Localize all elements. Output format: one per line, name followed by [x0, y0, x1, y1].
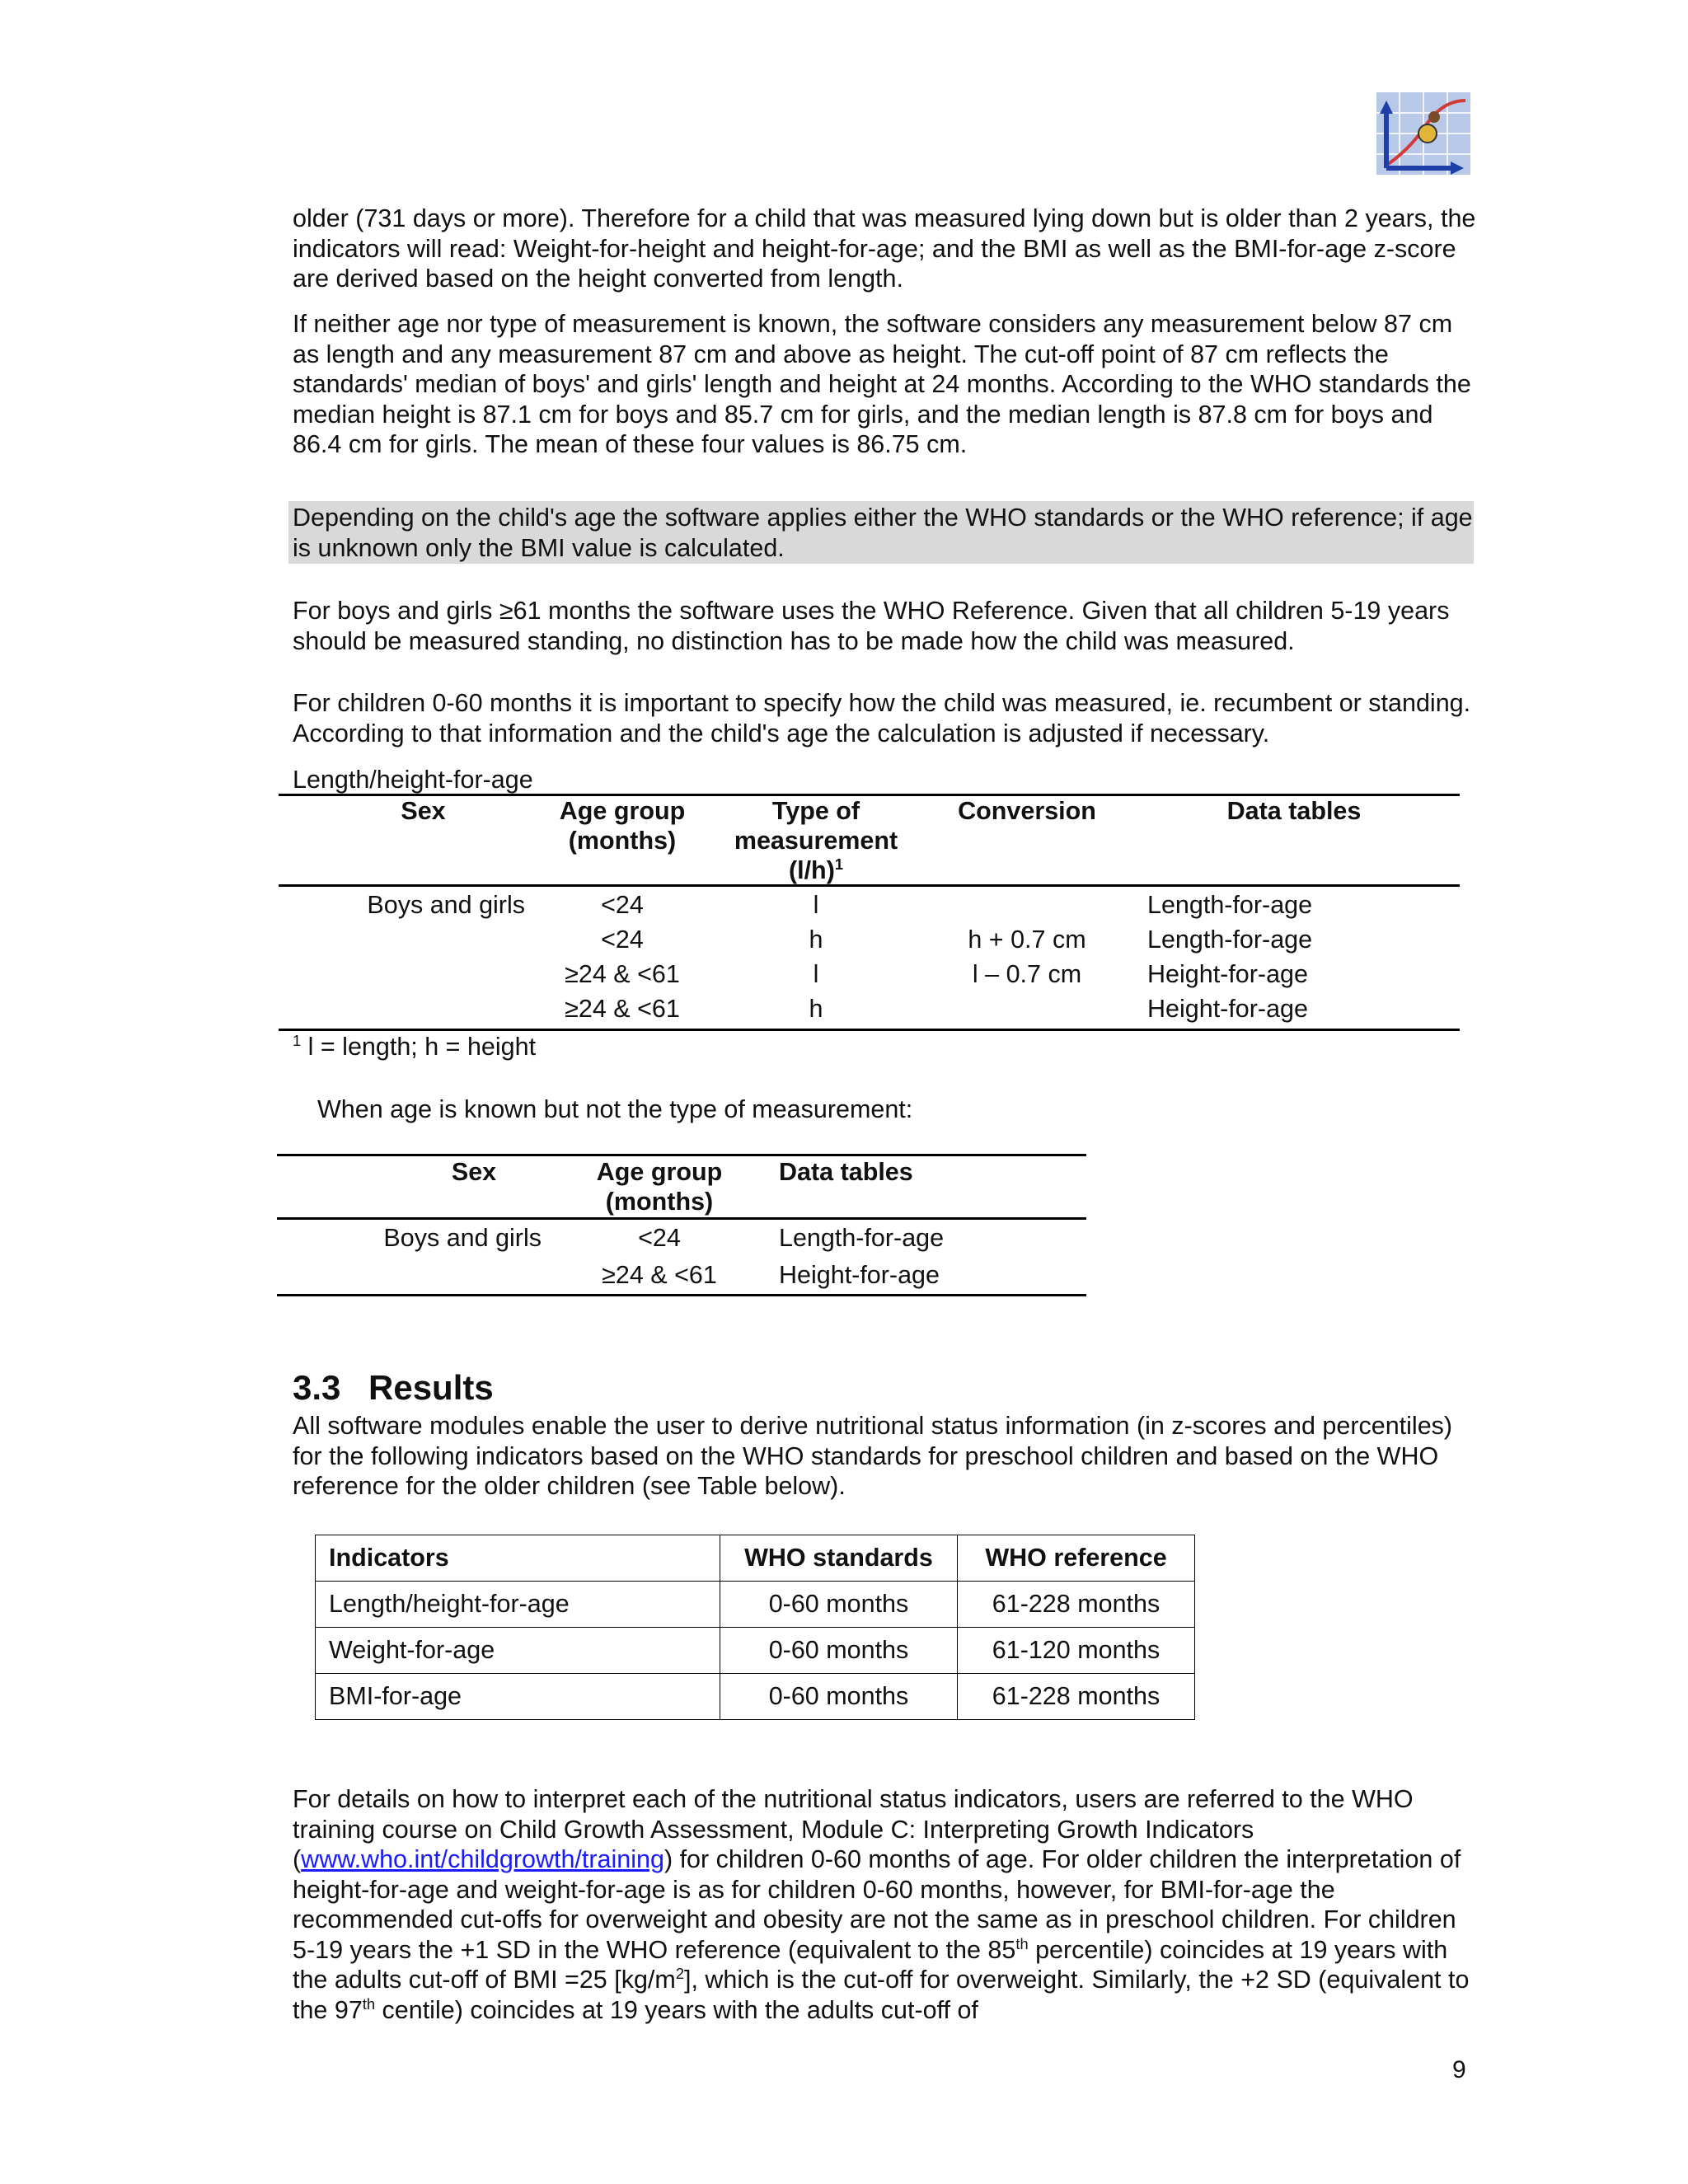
- table1-bottom-rule: [279, 1029, 1460, 1031]
- table1-cell-type: h: [809, 926, 823, 954]
- table1-cell-type: h: [809, 995, 823, 1023]
- table1-cell-age: <24: [601, 891, 644, 919]
- paragraph-cutoff-87cm: If neither age nor type of measurement is known, the software considers any measurement below 87 cm as length and any measurement 87 cm and above as height. The cut-off point of 87 cm reflects the standards' median of boys' and girls' length and height at 24 months. According to the WHO standards the median height is 87.1 cm for boys and 85.7 cm for girls, and the median length is 87.8 cm for boys and 86.4 cm for girls. The mean of these four values is 86.75 cm.: [293, 310, 1471, 458]
- section-number: 3.3: [293, 1368, 341, 1407]
- table1-cell-data-table: Height-for-age: [1147, 995, 1308, 1023]
- table-row: [316, 1628, 1195, 1674]
- table2-header-rule: [277, 1217, 1086, 1220]
- paragraph-who-reference: For boys and girls ≥61 months the software uses the WHO Reference. Given that all children 5-19 years should be measured standing, no distinction has to be made how the child was measured.: [293, 597, 1450, 655]
- table2-cell-data-table: Length-for-age: [779, 1224, 945, 1252]
- table1-cell-age: <24: [601, 926, 644, 954]
- table1-header-sex: Sex: [401, 797, 446, 825]
- table3-cell-indicator: Weight-for-age: [316, 1628, 720, 1674]
- table1-cell-sex: Boys and girls: [367, 891, 525, 919]
- table3-header-indicators: Indicators: [316, 1535, 720, 1582]
- table2-header-data-tables: Data tables: [779, 1158, 913, 1186]
- table1-header-age-group: Age group (months): [559, 797, 686, 855]
- table3-cell-standards: 0-60 months: [720, 1674, 958, 1720]
- table1-header-rule: [279, 884, 1460, 887]
- table1-cell-data-table: Length-for-age: [1147, 926, 1313, 954]
- table1-cell-data-table: Height-for-age: [1147, 960, 1308, 988]
- table2-header-sex: Sex: [451, 1158, 497, 1186]
- table1-header-type: Type of measurement $(l/h)^1$: [734, 797, 898, 884]
- table1-cell-age: ≥24 & <61: [565, 995, 680, 1023]
- table2-cell-age: <24: [638, 1224, 681, 1252]
- table-row: [316, 1582, 1195, 1628]
- indicators-table: [315, 1535, 1195, 1720]
- table1-cell-conversion: h + 0.7 cm: [968, 926, 1086, 954]
- table3-cell-reference: 61-228 months: [958, 1674, 1195, 1720]
- table1-cell-data-table: Length-for-age: [1147, 891, 1313, 919]
- table2-cell-age: ≥24 & <61: [602, 1261, 717, 1289]
- highlighted-note: Depending on the child's age the software applies either the WHO standards or the WHO reference; if age is unknown only the BMI value is calculated.: [293, 504, 1473, 562]
- growth-chart-logo-icon: [1376, 92, 1470, 175]
- table-row: [316, 1674, 1195, 1720]
- table1-cell-type: l: [813, 891, 819, 919]
- table1-cell-conversion: l – 0.7 cm: [972, 960, 1082, 988]
- section-heading: [293, 1368, 494, 1408]
- table1-cell-type: l: [813, 960, 819, 988]
- table2-bottom-rule: [277, 1294, 1086, 1296]
- table3-cell-reference: 61-120 months: [958, 1628, 1195, 1674]
- table-row: [316, 1535, 1195, 1582]
- table3-cell-reference: 61-228 months: [958, 1582, 1195, 1628]
- paragraph-measurement-type: For children 0-60 months it is important to specify how the child was measured, ie. recumbent or standing. According to that information and the child's age the calculation is adjusted if necessary.: [293, 689, 1471, 748]
- table1-header-data-tables: Data tables: [1226, 797, 1362, 825]
- table1-header-conversion: Conversion: [958, 797, 1096, 825]
- table3-header-standards: WHO standards: [720, 1535, 958, 1582]
- table3-cell-indicator: BMI-for-age: [316, 1674, 720, 1720]
- table1-cell-age: ≥24 & <61: [565, 960, 680, 988]
- table2-top-rule: [277, 1154, 1086, 1156]
- paragraph-conversion-intro: older (731 days or more). Therefore for a child that was measured lying down but is older than 2 years, the indicators will read: Weight-for-height and height-for-age; and the BMI as well as the BMI-for-age z-score are derived based on the height converted from length.: [293, 204, 1476, 293]
- table2-header-age-group: Age group (months): [596, 1158, 723, 1216]
- paragraph-interpretation: For details on how to interpret each of the nutritional status indicators, users are referred to the WHO training course on Child Growth Assessment, Module C: Interpreting Growth Indicators (www.who.int/childgrowth/training) for children 0-60 months of age. For older children the interpretation of height-for-age and weight-for-age is as for children 0-60 months, however, for BMI-for-age the recommended cut-offs for overweight and obesity are not the same as in preschool children. For children 5-19 years the +1 SD in the WHO reference (equivalent to the 85th percentile) coincides at 19 years with the adults cut-off of BMI =25 $[kg/m^2]$, which is the cut-off for overweight. Similarly, the +2 SD (equivalent to the 97th centile) coincides at 19 years with the adults cut-off of: [293, 1785, 1470, 2024]
- table1-footnote: $^1$ l = length; h = height: [293, 1031, 537, 1061]
- page-number: 9: [1452, 2056, 1466, 2083]
- table1-caption: Length/height-for-age: [293, 766, 533, 794]
- table2-cell-data-table: Height-for-age: [779, 1261, 940, 1289]
- table2-cell-sex: Boys and girls: [383, 1224, 542, 1252]
- section-title: Results: [368, 1368, 494, 1407]
- table3-cell-standards: 0-60 months: [720, 1628, 958, 1674]
- results-intro: All software modules enable the user to derive nutritional status information (in z-scores and percentiles) for the following indicators based on the WHO standards for preschool children and based on the WHO reference for the older children (see Table below).: [293, 1412, 1453, 1500]
- table3-cell-indicator: Length/height-for-age: [316, 1582, 720, 1628]
- table3-header-reference: WHO reference: [958, 1535, 1195, 1582]
- table3-cell-standards: 0-60 months: [720, 1582, 958, 1628]
- table2-intro: When age is known but not the type of measurement:: [317, 1095, 913, 1123]
- training-link[interactable]: www.who.int/childgrowth/training: [301, 1845, 664, 1873]
